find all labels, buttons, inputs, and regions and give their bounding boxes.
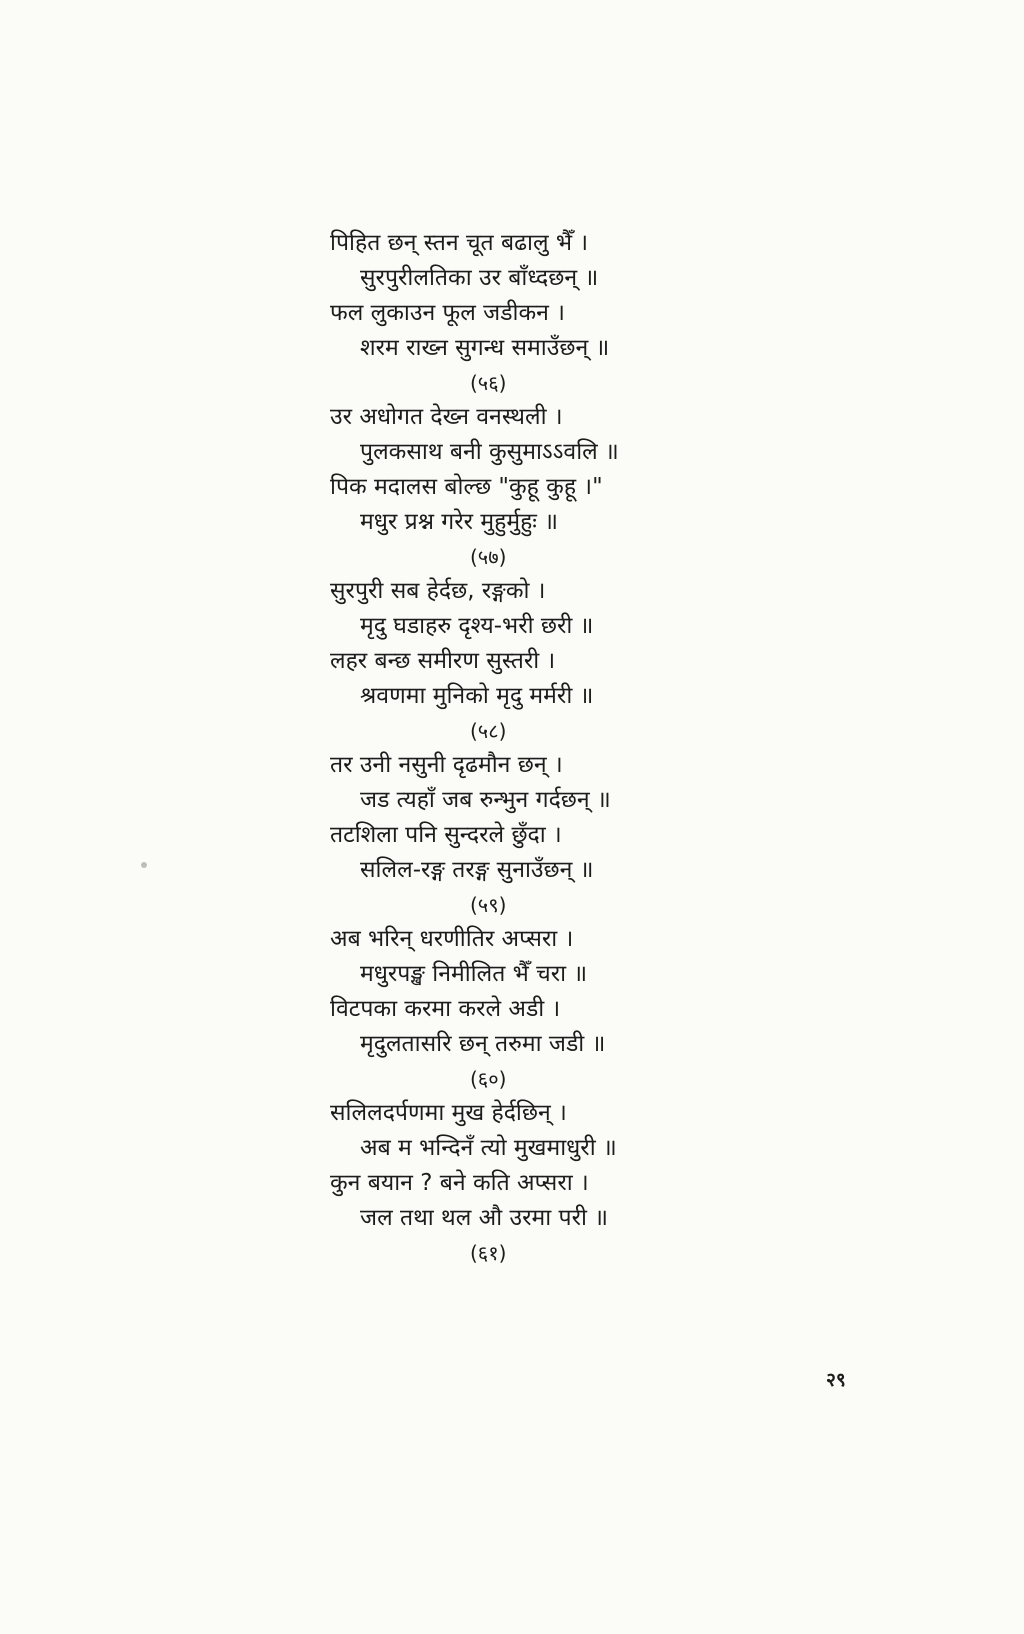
verse-line: कुन बयान ? बने कति अप्सरा । bbox=[330, 1170, 589, 1196]
page-number: २९ bbox=[826, 1369, 846, 1391]
verse-line: जल तथा थल औ उरमा परी ॥ bbox=[360, 1205, 609, 1231]
stanza bbox=[330, 400, 690, 574]
verse-line: फल लुकाउन फूल जडीकन । bbox=[330, 300, 565, 326]
stanza-number: (५६) bbox=[470, 371, 507, 395]
stanza-number: (६१) bbox=[470, 1241, 507, 1265]
verse-line: मधुरपङ्ख निमीलित भैँ चरा ॥ bbox=[360, 961, 588, 987]
verse-line: अब म भन्दिनँ त्यो मुखमाधुरी ॥ bbox=[360, 1135, 617, 1161]
stanza bbox=[330, 574, 690, 748]
verse-line: जड त्यहाँ जब रुन्भुन गर्दछन् ॥ bbox=[360, 787, 611, 813]
verse-line: तर उनी नसुनी दृढमौन छन् । bbox=[330, 752, 563, 778]
stanza bbox=[330, 748, 690, 922]
verse-line: अब भरिन् धरणीतिर अप्सरा । bbox=[330, 926, 574, 952]
verse-line: लहर बन्छ समीरण सुस्तरी । bbox=[330, 648, 556, 674]
verse-line: तटशिला पनि सुन्दरले छुँदा । bbox=[330, 822, 562, 848]
verse-line: सुरपुरीलतिका उर बाँध्दछन् ॥ bbox=[360, 265, 599, 291]
verse-line: शरम राख्न सुगन्ध समाउँछन् ॥ bbox=[360, 335, 610, 361]
verse-line: श्रवणमा मुनिको मृदु मर्मरी ॥ bbox=[360, 683, 594, 709]
stanza bbox=[330, 226, 690, 400]
stanza bbox=[330, 922, 690, 1096]
stanza-number: (५७) bbox=[470, 545, 507, 569]
scan-speck bbox=[141, 862, 147, 868]
verse-line: सलिलदर्पणमा मुख हेर्दछिन् । bbox=[330, 1100, 567, 1126]
verse-line: उर अधोगत देख्न वनस्थली । bbox=[330, 404, 563, 430]
verse-line: पिक मदालस बोल्छ "कुहू कुहू ।" bbox=[330, 474, 603, 500]
verse-line: मृदु घडाहरु दृश्य-भरी छरी ॥ bbox=[360, 613, 594, 639]
verse-line: मृदुलतासरि छन् तरुमा जडी ॥ bbox=[360, 1031, 606, 1057]
stanza-number: (५९) bbox=[470, 893, 507, 917]
stanza-number: (५८) bbox=[470, 719, 507, 743]
verse-line: सुरपुरी सब हेर्दछ, रङ्गको । bbox=[330, 578, 546, 604]
verse-line: मधुर प्रश्न गरेर मुहुर्मुहुः ॥ bbox=[360, 509, 559, 535]
verse-line: पिहित छन् स्तन चूत बढालु भैँ । bbox=[330, 230, 589, 256]
poem-body bbox=[330, 226, 690, 1270]
verse-line: सलिल-रङ्ग तरङ्ग सुनाउँछन् ॥ bbox=[360, 857, 594, 883]
stanza-number: (६०) bbox=[470, 1067, 507, 1091]
verse-line: विटपका करमा करले अडी । bbox=[330, 996, 561, 1022]
verse-line: पुलकसाथ बनी कुसुमाऽऽवलि ॥ bbox=[360, 439, 619, 465]
stanza bbox=[330, 1096, 690, 1270]
